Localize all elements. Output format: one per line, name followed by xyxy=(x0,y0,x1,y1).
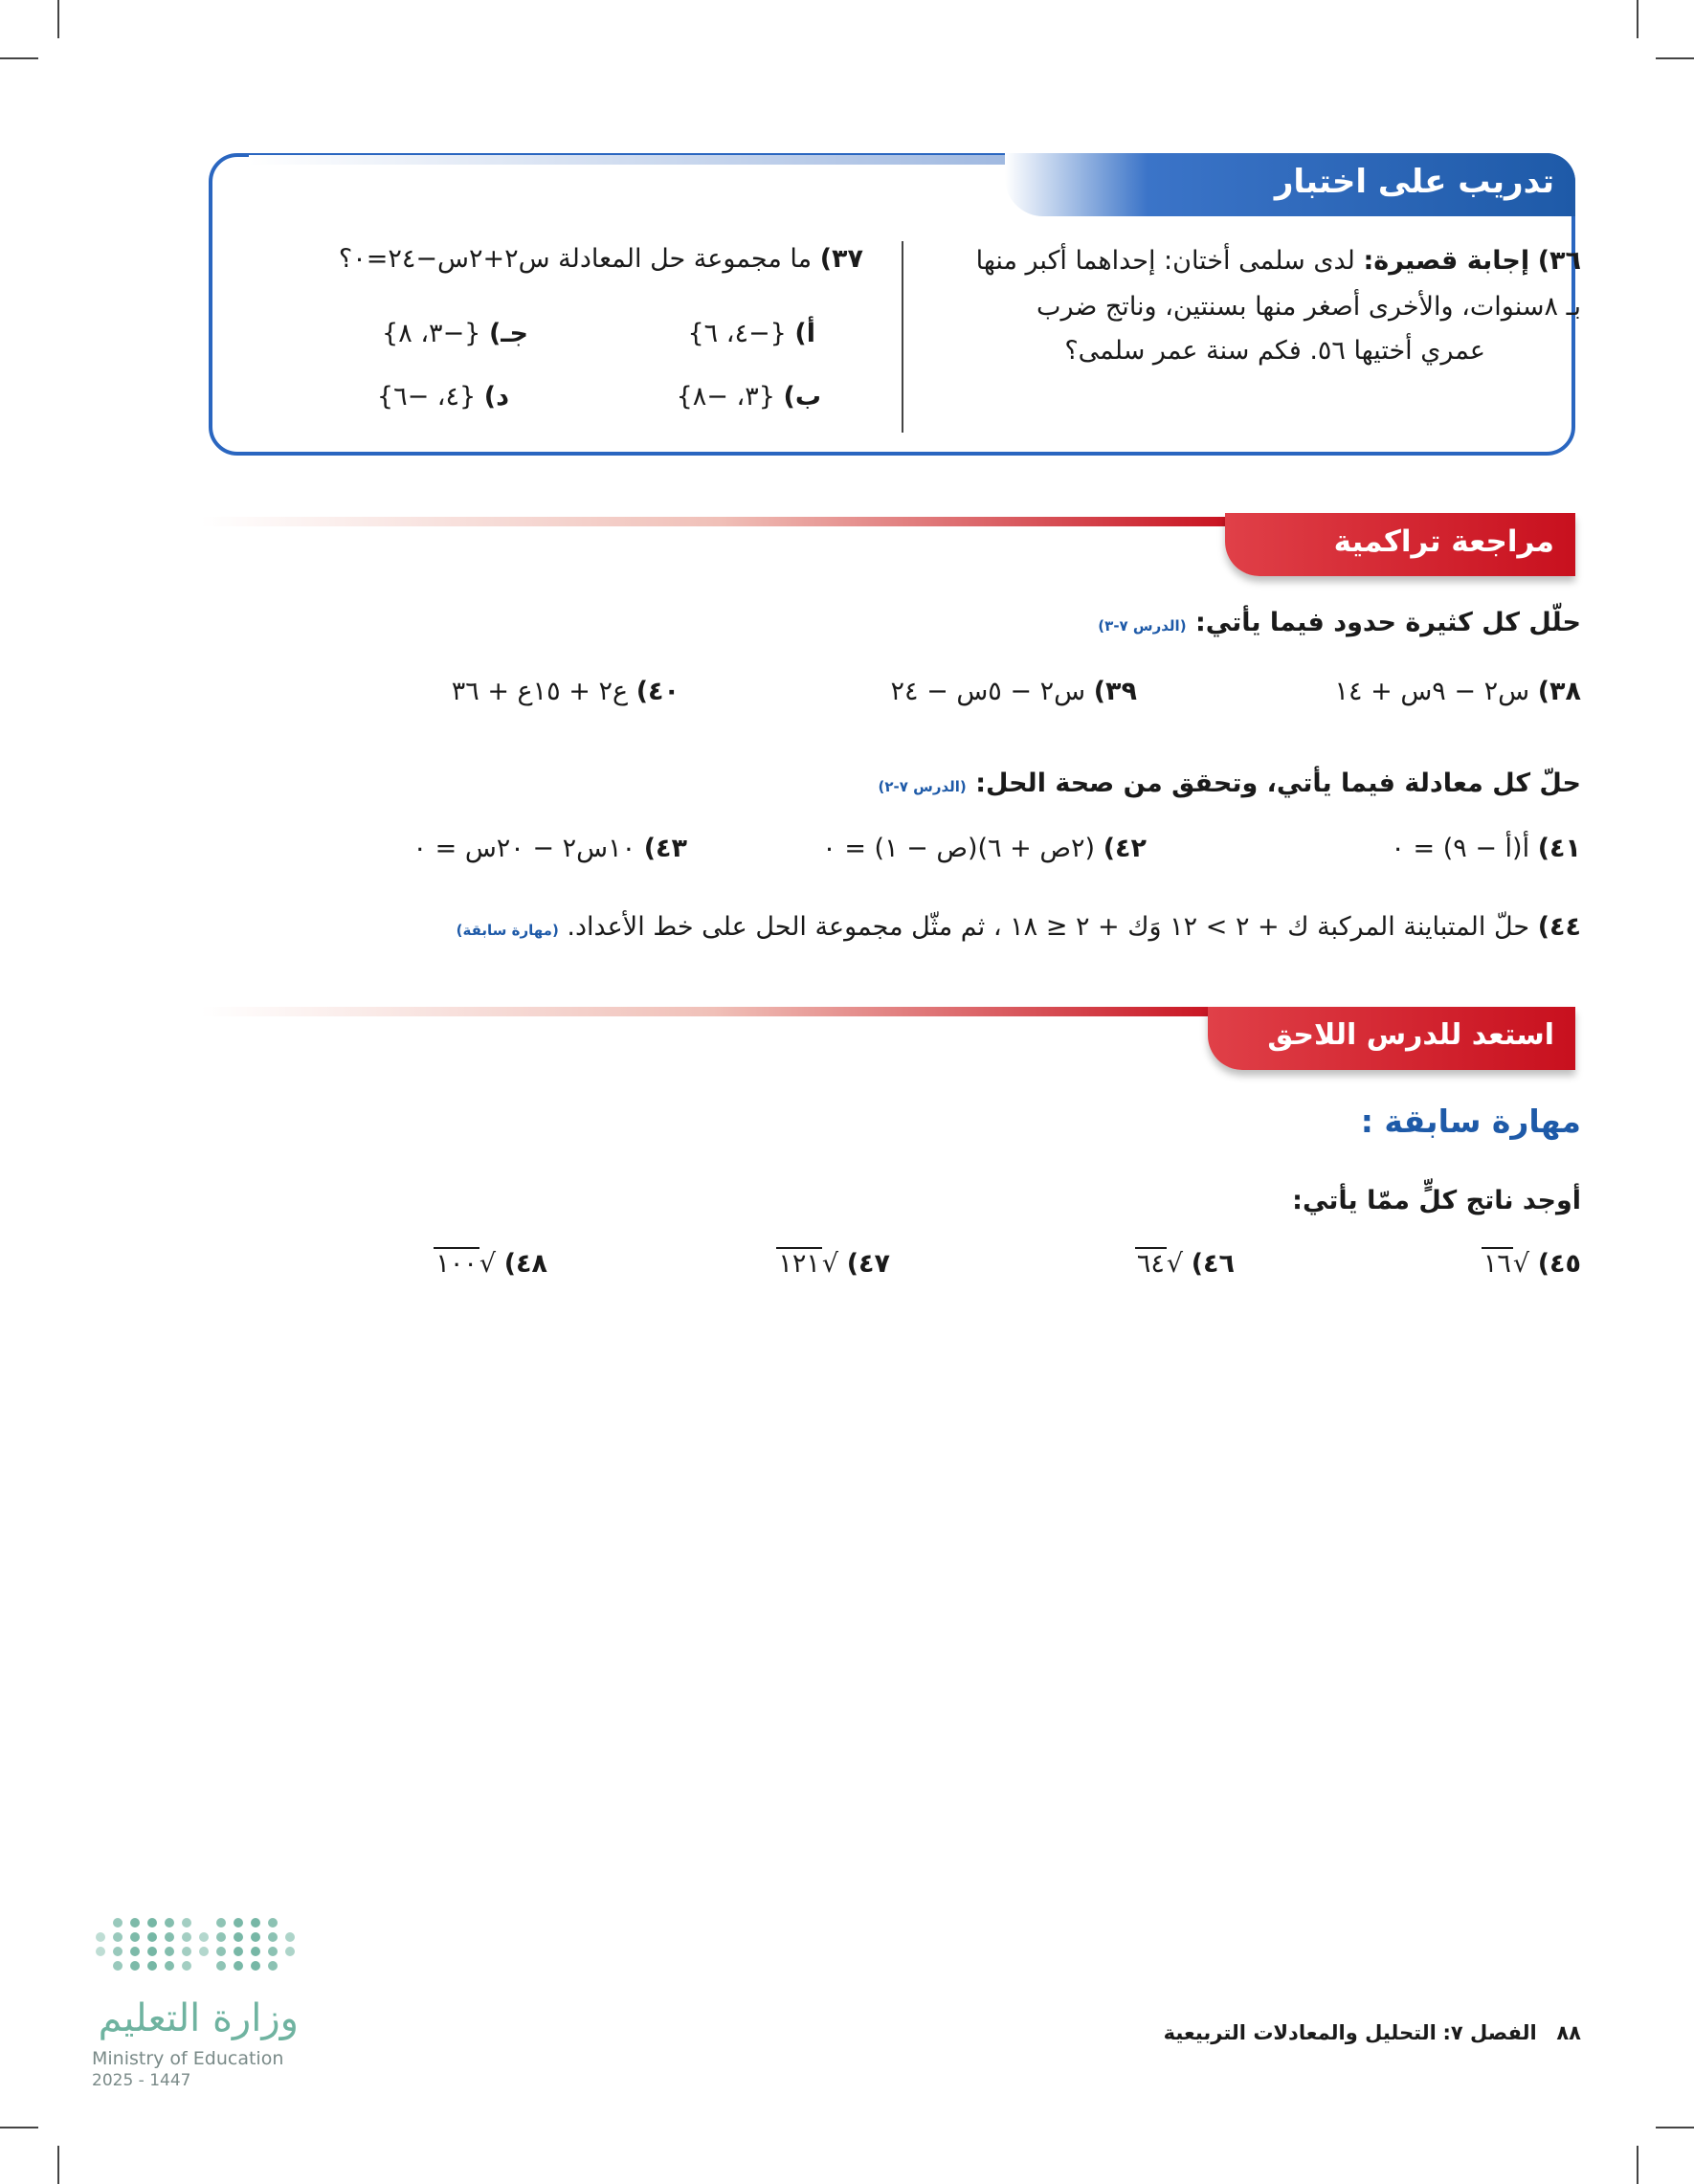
chapter-title: التحليل والمعادلات التربيعية xyxy=(1163,2021,1437,2044)
question-text: س٢ − ٥س − ٢٤ xyxy=(890,677,1086,706)
question-47 xyxy=(776,1242,890,1286)
logo-dot xyxy=(113,1932,123,1942)
section-title: استعد للدرس اللاحق xyxy=(1267,1018,1554,1052)
radical-sign-icon: √ xyxy=(1166,1249,1184,1279)
next-lesson-header xyxy=(1208,1007,1575,1070)
question-36 xyxy=(976,239,1581,283)
logo-dot xyxy=(268,1947,278,1956)
question-number: ٤٨) xyxy=(503,1249,547,1279)
question-number: ٣٨) xyxy=(1537,677,1581,706)
header-gradient xyxy=(201,1007,1225,1016)
cumulative-review-header xyxy=(1225,513,1575,576)
logo-dot xyxy=(165,1918,174,1928)
column-divider xyxy=(902,241,903,433)
question-text: أ(أ − ٩) = ٠ xyxy=(1391,834,1530,863)
skill-heading: مهارة سابقة : xyxy=(1360,1103,1581,1140)
crop-mark xyxy=(0,2127,38,2128)
question-text: ما مجموعة حل المعادلة س٢+٢س−٢٤=٠؟ xyxy=(338,244,813,274)
logo-dot xyxy=(96,1932,105,1942)
logo-arabic-text: وزارة التعليم xyxy=(98,1996,299,2040)
option-c[interactable] xyxy=(382,312,528,356)
logo-dot xyxy=(234,1961,243,1971)
question-radicand: ١٦ xyxy=(1482,1249,1511,1279)
logo-dot xyxy=(147,1961,157,1971)
logo-dot xyxy=(251,1947,260,1956)
logo-dot xyxy=(285,1947,295,1956)
option-value: {٣، −٨} xyxy=(676,382,775,412)
page-number: ٨٨ xyxy=(1556,2021,1581,2044)
question-number: ٤٢) xyxy=(1103,834,1147,863)
question-39 xyxy=(891,670,1137,714)
option-value: {−٣، ٨} xyxy=(382,319,481,348)
crop-mark xyxy=(1656,57,1694,59)
logo-dot xyxy=(182,1932,191,1942)
question-text: ١٠س٢ − ٢٠س = ٠ xyxy=(412,834,636,863)
logo-dot xyxy=(165,1961,174,1971)
logo-dot xyxy=(251,1961,260,1971)
logo-dot xyxy=(234,1932,243,1942)
radical-sign-icon: √ xyxy=(821,1249,839,1279)
crop-mark xyxy=(1637,2146,1638,2184)
lesson-reference: (الدرس ٧-٣) xyxy=(1098,617,1187,635)
test-practice-header xyxy=(1005,153,1575,216)
question-37 xyxy=(339,237,863,281)
logo-dot xyxy=(147,1918,157,1928)
question-40 xyxy=(452,670,680,714)
question-text: ع٢ + ١٥ع + ٣٦ xyxy=(451,677,629,706)
question-36-line2: بـ ٨سنوات، والأخرى أصغر منها بسنتين، وناتج ضرب xyxy=(1036,292,1581,322)
crop-mark xyxy=(57,0,59,38)
question-41 xyxy=(1391,827,1581,871)
question-number: ٤٥) xyxy=(1537,1249,1581,1279)
question-radicand: ١٠٠ xyxy=(435,1249,478,1279)
product-instruction: أوجد ناتج كلٍّ ممّا يأتي: xyxy=(1292,1186,1581,1215)
logo-dot xyxy=(234,1918,243,1928)
question-number: ٣٩) xyxy=(1093,677,1137,706)
question-number: ٤٧) xyxy=(846,1249,890,1279)
question-38 xyxy=(1335,670,1581,714)
question-number: ٤٠) xyxy=(635,677,680,706)
option-a[interactable] xyxy=(687,312,815,356)
ministry-logo xyxy=(92,1914,312,2106)
logo-dot xyxy=(216,1918,226,1928)
logo-dot xyxy=(268,1932,278,1942)
question-number: ٣٦) xyxy=(1537,246,1581,276)
section-title: مراجعة تراكمية xyxy=(1333,524,1554,559)
question-46 xyxy=(1135,1242,1235,1286)
logo-dot xyxy=(165,1947,174,1956)
option-b[interactable] xyxy=(677,375,821,419)
crop-mark xyxy=(1637,0,1638,38)
logo-dot xyxy=(251,1932,260,1942)
question-type: إجابة قصيرة: xyxy=(1363,246,1530,276)
question-text: حلّ المتباينة المركبة ك + ٢ > ١٢ وَك + ٢ ≤ ١٨ ، ثم مثّل مجموعة الحل على خط الأعداد. xyxy=(567,912,1530,942)
question-radicand: ١٢١ xyxy=(778,1249,820,1279)
logo-year-text: 2025 - 1447 xyxy=(92,2071,191,2090)
question-radicand: ٦٤ xyxy=(1136,1249,1165,1279)
page-footer xyxy=(1164,2021,1581,2044)
logo-dot xyxy=(130,1961,140,1971)
logo-dot xyxy=(130,1932,140,1942)
logo-dots-icon xyxy=(92,1914,312,1977)
logo-dot xyxy=(147,1932,157,1942)
lesson-reference: (الدرس ٧-٢) xyxy=(878,778,967,795)
lesson-reference: (مهارة سابقة) xyxy=(456,922,559,939)
question-text: س٢ − ٩س + ١٤ xyxy=(1334,677,1530,706)
question-text: (٢ص + ٦)(ص − ١) = ٠ xyxy=(822,834,1096,863)
instruction-text: حلّل كل كثيرة حدود فيما يأتي: xyxy=(1194,608,1581,637)
logo-dot xyxy=(234,1947,243,1956)
question-text: لدى سلمى أختان: إحداهما أكبر منها xyxy=(975,246,1355,276)
option-label: ب) xyxy=(783,382,821,412)
question-48 xyxy=(434,1242,547,1286)
chapter-label: الفصل ٧: xyxy=(1442,2021,1537,2044)
logo-dot xyxy=(113,1947,123,1956)
logo-dot xyxy=(113,1918,123,1928)
logo-dot xyxy=(216,1961,226,1971)
question-number: ٤٤) xyxy=(1537,912,1581,942)
logo-dot xyxy=(130,1918,140,1928)
logo-dot xyxy=(130,1947,140,1956)
question-36-line3: عمري أختيها ٥٦. فكم سنة عمر سلمى؟ xyxy=(1064,336,1485,366)
logo-dot xyxy=(182,1947,191,1956)
question-42 xyxy=(822,827,1147,871)
logo-dot xyxy=(113,1961,123,1971)
question-number: ٤٦) xyxy=(1191,1249,1235,1279)
logo-dot xyxy=(199,1947,209,1956)
logo-dot xyxy=(165,1932,174,1942)
logo-dot xyxy=(182,1918,191,1928)
question-number: ٤٣) xyxy=(643,834,687,863)
option-label: د) xyxy=(483,382,509,412)
section-title: تدريب على اختبار xyxy=(1274,163,1554,201)
logo-dot xyxy=(251,1918,260,1928)
question-number: ٤١) xyxy=(1537,834,1581,863)
question-number: ٣٧) xyxy=(819,244,863,274)
header-gradient xyxy=(249,155,1014,165)
logo-dot xyxy=(199,1932,209,1942)
radical-sign-icon: √ xyxy=(1512,1249,1530,1279)
question-45 xyxy=(1482,1242,1581,1286)
header-gradient xyxy=(201,517,1235,526)
logo-dot xyxy=(147,1947,157,1956)
instruction-text: حلّ كل معادلة فيما يأتي، وتحقق من صحة الحل: xyxy=(975,769,1581,798)
question-44 xyxy=(457,905,1581,952)
question-43 xyxy=(413,827,687,871)
logo-dot xyxy=(268,1961,278,1971)
logo-dot xyxy=(96,1947,105,1956)
crop-mark xyxy=(1656,2127,1694,2128)
option-value: {−٤، ٦} xyxy=(687,319,787,348)
logo-dot xyxy=(268,1918,278,1928)
crop-mark xyxy=(57,2146,59,2184)
factor-instruction xyxy=(1098,601,1581,648)
option-d[interactable] xyxy=(377,375,509,419)
logo-dot xyxy=(285,1932,295,1942)
crop-mark xyxy=(0,57,38,59)
logo-dot xyxy=(182,1961,191,1971)
logo-english-text: Ministry of Education xyxy=(92,2048,284,2069)
solve-instruction xyxy=(879,762,1581,809)
logo-dot xyxy=(216,1947,226,1956)
option-label: جـ) xyxy=(488,319,528,348)
option-label: أ) xyxy=(794,319,815,348)
radical-sign-icon: √ xyxy=(479,1249,497,1279)
logo-dot xyxy=(216,1932,226,1942)
option-value: {٤، −٦} xyxy=(376,382,477,412)
